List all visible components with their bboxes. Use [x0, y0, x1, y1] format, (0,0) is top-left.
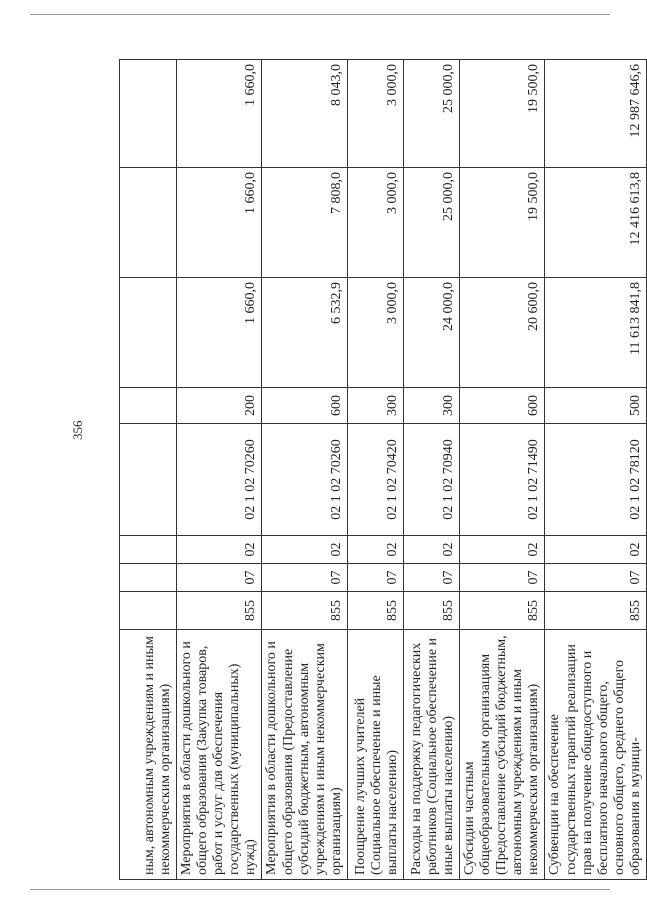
bottom-scan-line — [30, 889, 610, 890]
admin-code: 855 — [177, 592, 262, 630]
amount-year-3: 1 660,0 — [177, 60, 262, 168]
target-article: 02 1 02 70940 — [403, 424, 459, 536]
amount-year-1: 6 532,9 — [262, 278, 347, 388]
section-code: 07 — [177, 564, 262, 592]
expense-type: 600 — [262, 388, 347, 424]
amount-year-1: 24 000,0 — [403, 278, 459, 388]
target-article: 02 1 02 70420 — [347, 424, 403, 536]
admin-code: 855 — [347, 592, 403, 630]
expense-type: 300 — [403, 388, 459, 424]
admin-code: 855 — [545, 592, 647, 630]
amount-year-3: 25 000,0 — [403, 60, 459, 168]
budget-table-wrapper — [119, 60, 643, 880]
row-description: ным, автономным учреждениям и иным некоммерческим организациям) — [120, 630, 177, 880]
target-article: 02 1 02 70260 — [262, 424, 347, 536]
amount-year-2: 12 416 613,8 — [545, 168, 647, 278]
amount-year-3 — [120, 60, 177, 168]
subsection-code: 02 — [545, 536, 647, 564]
amount-year-3: 12 987 646,6 — [545, 60, 647, 168]
table-row — [347, 60, 403, 880]
target-article: 02 1 02 78120 — [545, 424, 647, 536]
amount-year-3: 19 500,0 — [459, 60, 544, 168]
subsection-code: 02 — [262, 536, 347, 564]
table-row — [177, 60, 262, 880]
amount-year-2: 7 808,0 — [262, 168, 347, 278]
expense-type — [120, 388, 177, 424]
row-description: Субсидии частным общеобразовательным организациям (Предоставление субсидий бюджетным, автономным учреждениям и иным некоммерческим организациям) — [459, 630, 544, 880]
amount-year-3: 8 043,0 — [262, 60, 347, 168]
row-description: Мероприятия в области дошкольного и общего образования (Закупка товаров, работ и услуг для обеспечения государственных (муниципальных) нужд) — [177, 630, 262, 880]
row-description: Расходы на поддержку педагогических работников (Социальное обеспечение и иные выплаты населению) — [403, 630, 459, 880]
expense-type: 600 — [459, 388, 544, 424]
amount-year-2: 3 000,0 — [347, 168, 403, 278]
admin-code: 855 — [262, 592, 347, 630]
admin-code: 855 — [459, 592, 544, 630]
section-code: 07 — [403, 564, 459, 592]
table-row — [459, 60, 544, 880]
amount-year-1: 3 000,0 — [347, 278, 403, 388]
expense-type: 200 — [177, 388, 262, 424]
expense-type: 500 — [545, 388, 647, 424]
row-description: Поощрение лучших учителей (Социальное обеспечение и иные выплаты населению) — [347, 630, 403, 880]
subsection-code: 02 — [177, 536, 262, 564]
section-code: 07 — [545, 564, 647, 592]
amount-year-2: 25 000,0 — [403, 168, 459, 278]
subsection-code — [120, 536, 177, 564]
page-number: 356 — [70, 420, 85, 440]
row-description: Субвенции на обеспечение государственных гарантий реализации прав на получение общедоступного и бесплатного начального общего, основного общего, среднего общего образования в муници- — [545, 630, 647, 880]
amount-year-2 — [120, 168, 177, 278]
subsection-code: 02 — [403, 536, 459, 564]
subsection-code: 02 — [347, 536, 403, 564]
section-code — [120, 564, 177, 592]
admin-code — [120, 592, 177, 630]
amount-year-1: 20 600,0 — [459, 278, 544, 388]
table-row — [545, 60, 647, 880]
expense-type: 300 — [347, 388, 403, 424]
budget-table — [119, 59, 647, 880]
target-article: 02 1 02 71490 — [459, 424, 544, 536]
section-code: 07 — [459, 564, 544, 592]
amount-year-1: 11 613 841,8 — [545, 278, 647, 388]
section-code: 07 — [262, 564, 347, 592]
amount-year-2: 19 500,0 — [459, 168, 544, 278]
target-article — [120, 424, 177, 536]
amount-year-2: 1 660,0 — [177, 168, 262, 278]
amount-year-1 — [120, 278, 177, 388]
section-code: 07 — [347, 564, 403, 592]
subsection-code: 02 — [459, 536, 544, 564]
amount-year-1: 1 660,0 — [177, 278, 262, 388]
table-row — [120, 60, 177, 880]
target-article: 02 1 02 70260 — [177, 424, 262, 536]
row-description: Мероприятия в области дошкольного и общего образования (Предоставление субсидий бюджетным, автономным учреждениям и иным некоммерческим организациям) — [262, 630, 347, 880]
table-row — [262, 60, 347, 880]
table-row — [403, 60, 459, 880]
top-scan-line — [30, 14, 610, 15]
admin-code: 855 — [403, 592, 459, 630]
amount-year-3: 3 000,0 — [347, 60, 403, 168]
